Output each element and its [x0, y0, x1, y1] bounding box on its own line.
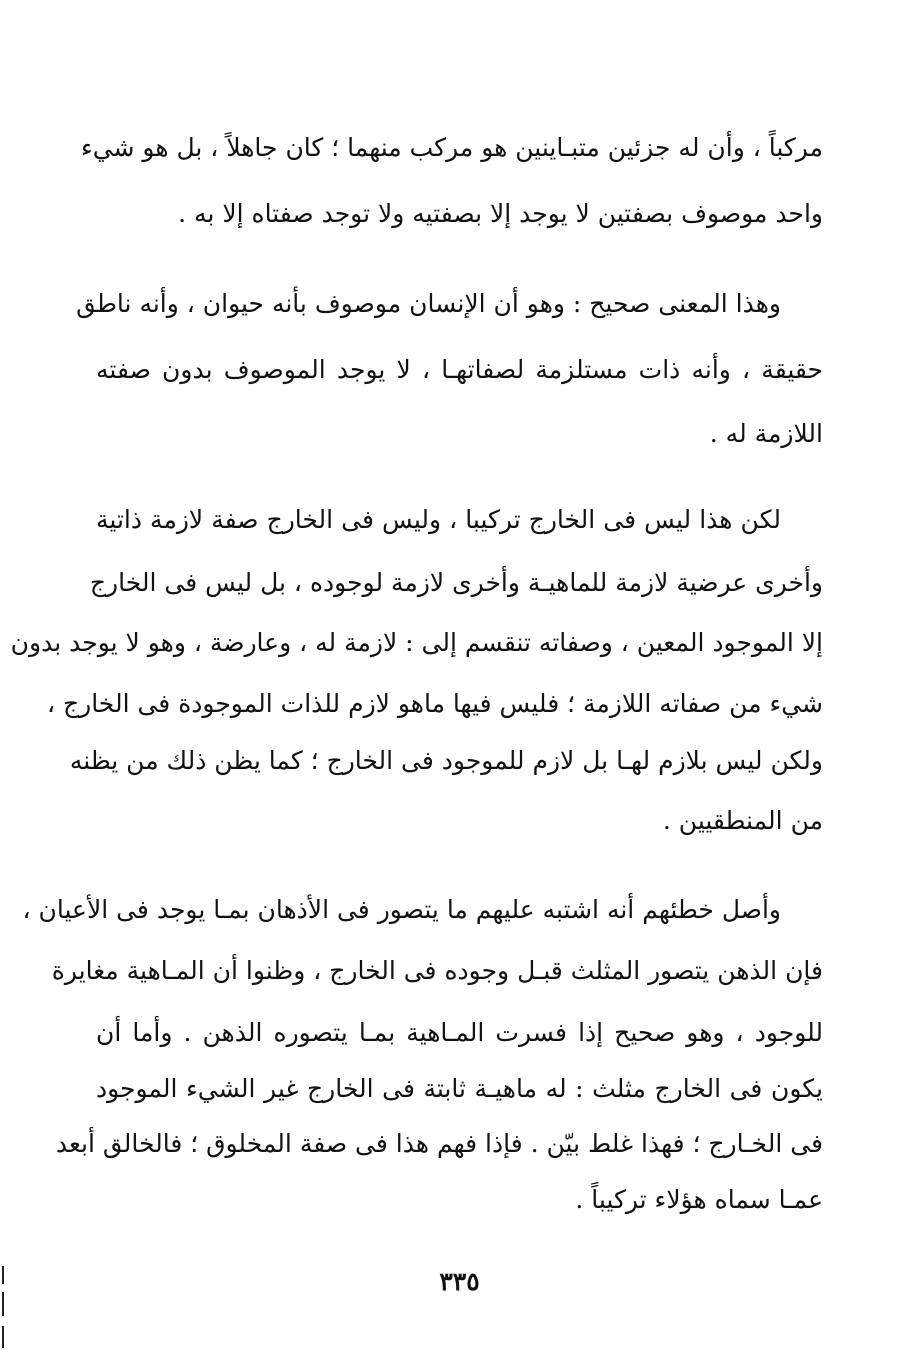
page-number: ٣٣٥	[439, 1267, 480, 1296]
text-line: إلا الموجود المعين ، وصفاته تنقسم إلى : لازمة له ، وعارضة ، وهو لا يوجد بدون	[10, 628, 823, 657]
text-line: وهذا المعنى صحيح : وهو أن الإنسان موصوف بأنه حيوان ، وأنه ناطق	[76, 289, 781, 318]
text-line: وأخرى عرضية لازمة للماهيـة وأخرى لازمة لوجوده ، بل ليس فى الخارج	[89, 568, 823, 597]
text-line: واحد موصوف بصفتين لا يوجد إلا بصفتيه ولا توجد صفتاه إلا به .	[178, 199, 823, 228]
scan-edge-mark	[2, 1326, 4, 1348]
text-line: ولكن ليس بلازم لهـا بل لازم للموجود فى الخارج ؛ كما يظن ذلك من يظنه	[69, 746, 823, 775]
text-line: لكن هذا ليس فى الخارج تركيبا ، وليس فى الخارج صفة لازمة ذاتية	[96, 505, 781, 534]
text-line: اللازمة له .	[709, 419, 823, 448]
text-line: من المنطقيين .	[662, 806, 823, 835]
text-line: عمـا سماه هؤلاء تركيباً .	[575, 1185, 823, 1214]
text-line: شيء من صفاته اللازمة ؛ فليس فيها ماهو لازم للذات الموجودة فى الخارج ،	[46, 689, 823, 718]
scan-edge-mark	[2, 1292, 4, 1316]
text-line: حقيقة ، وأنه ذات مستلزمة لصفاتهـا ، لا يوجد الموصوف بدون صفته	[96, 355, 823, 384]
text-line: للوجود ، وهو صحيح إذا فسرت المـاهية بمـا يتصوره الذهن . وأما أن	[96, 1018, 823, 1047]
text-line: فى الخـارج ؛ فهذا غلط بيّن . فإذا فهم هذا فى صفة المخلوق ؛ فالخالق أبعد	[55, 1129, 823, 1158]
text-line: وأصل خطئهم أنه اشتبه عليهم ما يتصور فى الأذهان بمـا يوجد فى الأعيان ،	[22, 895, 781, 924]
text-line: يكون فى الخارج مثلث : له ماهيـة ثابتة فى الخارج غير الشيء الموجود	[96, 1074, 823, 1103]
text-line: فإن الذهن يتصور المثلث قبـل وجوده فى الخارج ، وظنوا أن المـاهية مغايرة	[51, 956, 823, 985]
scan-edge-mark	[2, 1266, 4, 1284]
text-line: مركباً ، وأن له جزئين متبـاينين هو مركب منهما ؛ كان جاهلاً ، بل هو شيء	[80, 133, 823, 162]
